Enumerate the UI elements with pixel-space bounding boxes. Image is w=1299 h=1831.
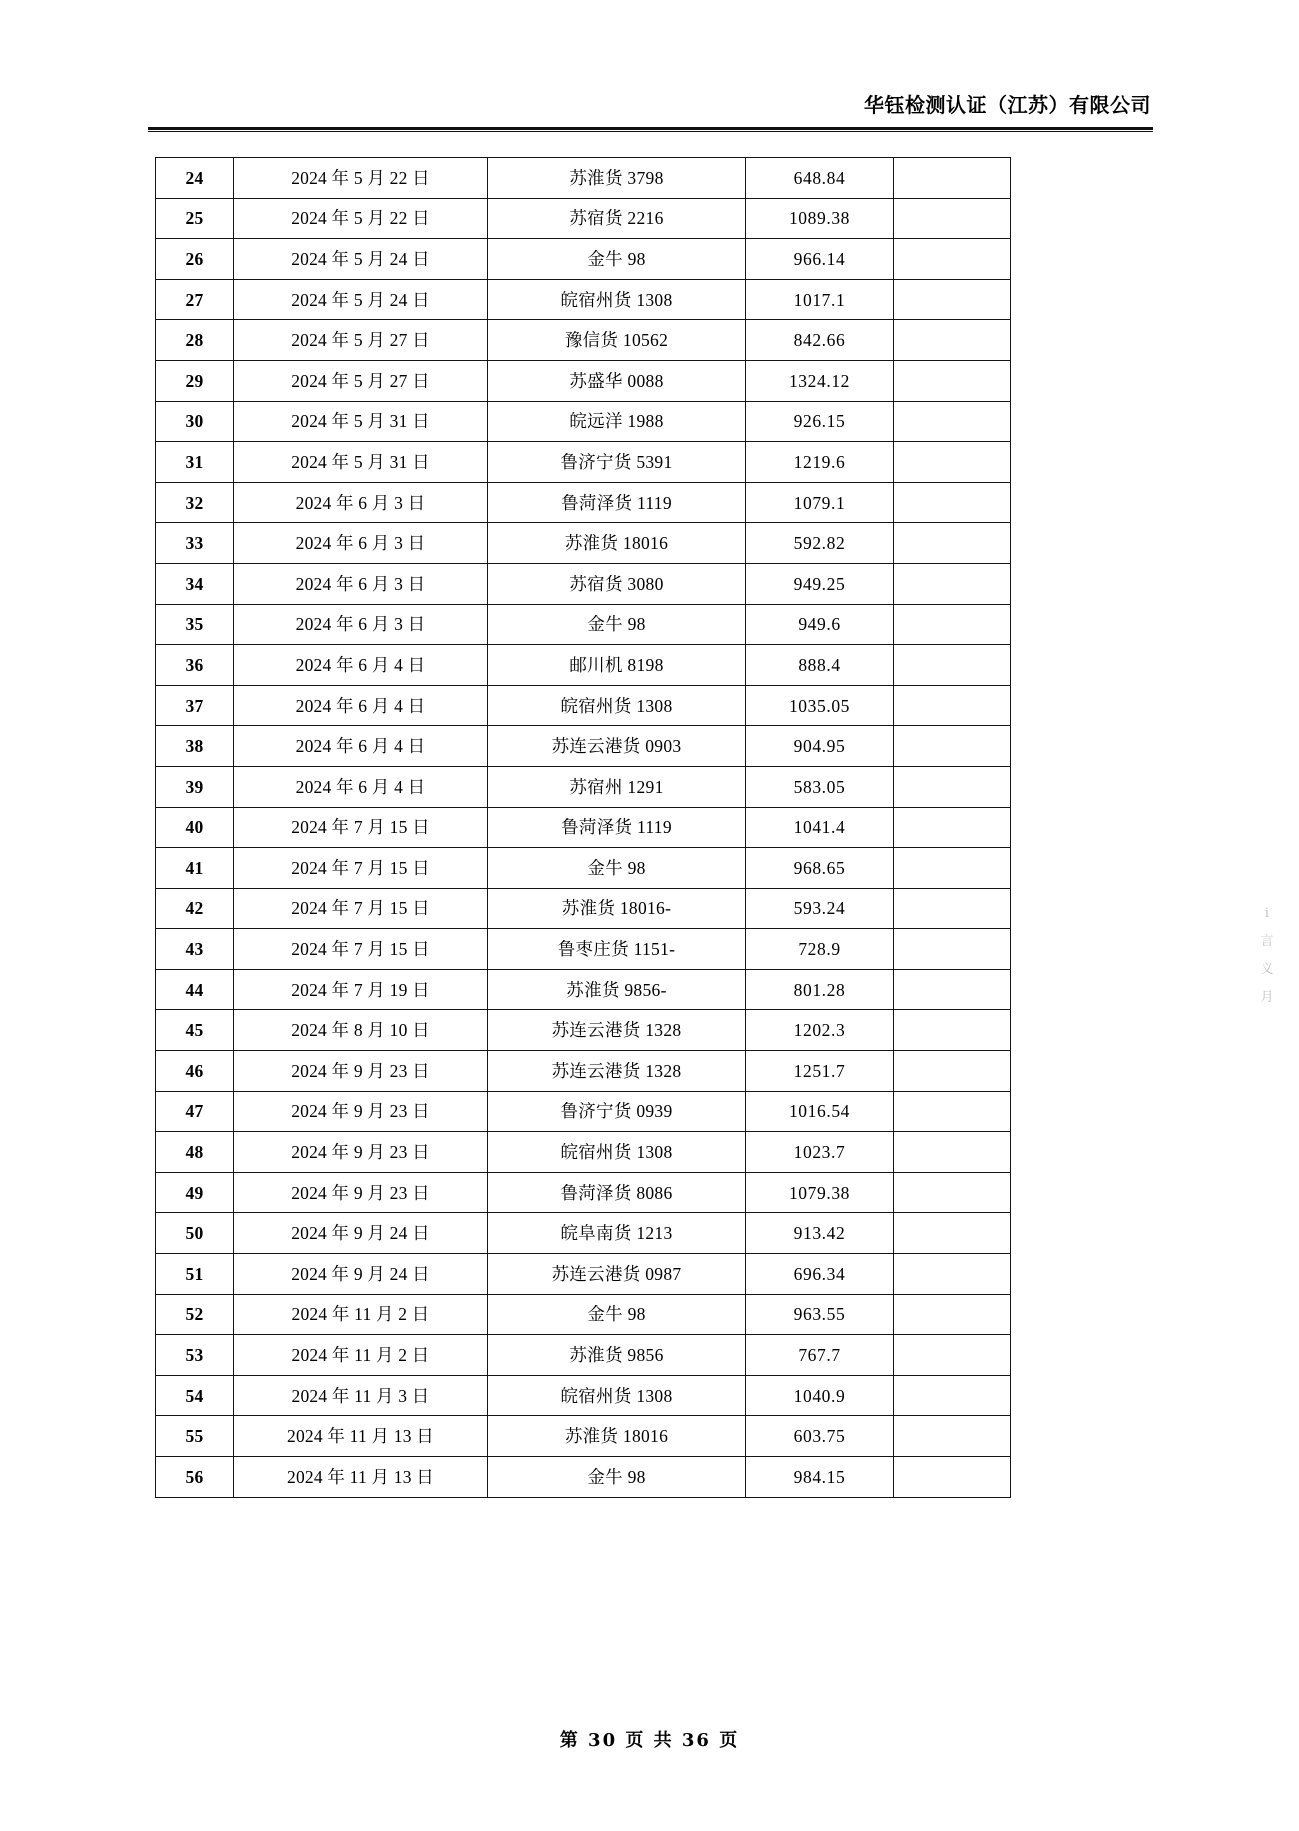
row-vessel-cell: 苏淮货 18016-: [488, 888, 746, 929]
table-row: [156, 1213, 1011, 1254]
row-date-cell: 2024 年 11 月 3 日: [234, 1375, 488, 1416]
row-vessel-cell: 苏淮货 18016: [488, 1416, 746, 1457]
row-note-cell: [894, 1375, 1011, 1416]
row-note-cell: [894, 766, 1011, 807]
table-row: [156, 1051, 1011, 1092]
row-index-cell: 45: [156, 1010, 234, 1051]
row-date-cell: 2024 年 9 月 23 日: [234, 1132, 488, 1173]
row-index-cell: 29: [156, 360, 234, 401]
row-index-cell: 26: [156, 239, 234, 280]
row-date-cell: 2024 年 7 月 15 日: [234, 848, 488, 889]
table-row: [156, 320, 1011, 361]
row-date-cell: 2024 年 6 月 4 日: [234, 685, 488, 726]
row-value-cell: 728.9: [746, 929, 894, 970]
row-vessel-cell: 苏淮货 18016: [488, 523, 746, 564]
row-value-cell: 583.05: [746, 766, 894, 807]
row-note-cell: [894, 239, 1011, 280]
row-index-cell: 30: [156, 401, 234, 442]
row-value-cell: 949.6: [746, 604, 894, 645]
row-value-cell: 1079.38: [746, 1172, 894, 1213]
row-date-cell: 2024 年 6 月 4 日: [234, 766, 488, 807]
table-row: [156, 604, 1011, 645]
table-row: [156, 1375, 1011, 1416]
row-vessel-cell: 皖宿州货 1308: [488, 1375, 746, 1416]
row-value-cell: 984.15: [746, 1457, 894, 1498]
row-value-cell: 1017.1: [746, 279, 894, 320]
row-vessel-cell: 金牛 98: [488, 239, 746, 280]
row-note-cell: [894, 198, 1011, 239]
row-note-cell: [894, 685, 1011, 726]
table-row: [156, 1294, 1011, 1335]
row-date-cell: 2024 年 5 月 24 日: [234, 239, 488, 280]
row-note-cell: [894, 320, 1011, 361]
row-note-cell: [894, 360, 1011, 401]
row-note-cell: [894, 726, 1011, 767]
row-value-cell: 968.65: [746, 848, 894, 889]
table-row: [156, 807, 1011, 848]
table-row: [156, 685, 1011, 726]
row-note-cell: [894, 1335, 1011, 1376]
row-vessel-cell: 苏淮货 9856: [488, 1335, 746, 1376]
row-vessel-cell: 苏连云港货 0903: [488, 726, 746, 767]
row-value-cell: 842.66: [746, 320, 894, 361]
row-index-cell: 31: [156, 442, 234, 483]
row-note-cell: [894, 1294, 1011, 1335]
records-table-container: [155, 157, 1010, 1498]
row-index-cell: 56: [156, 1457, 234, 1498]
row-date-cell: 2024 年 6 月 3 日: [234, 563, 488, 604]
row-index-cell: 41: [156, 848, 234, 889]
row-value-cell: 648.84: [746, 158, 894, 199]
row-note-cell: [894, 848, 1011, 889]
row-index-cell: 42: [156, 888, 234, 929]
row-value-cell: 904.95: [746, 726, 894, 767]
table-row: [156, 848, 1011, 889]
row-date-cell: 2024 年 9 月 23 日: [234, 1172, 488, 1213]
row-note-cell: [894, 929, 1011, 970]
row-date-cell: 2024 年 11 月 2 日: [234, 1294, 488, 1335]
row-index-cell: 48: [156, 1132, 234, 1173]
row-date-cell: 2024 年 6 月 4 日: [234, 726, 488, 767]
row-date-cell: 2024 年 6 月 3 日: [234, 604, 488, 645]
row-vessel-cell: 金牛 98: [488, 604, 746, 645]
table-row: [156, 969, 1011, 1010]
table-row: [156, 279, 1011, 320]
records-table-body: [156, 158, 1011, 1498]
row-value-cell: 1089.38: [746, 198, 894, 239]
row-vessel-cell: 苏连云港货 1328: [488, 1051, 746, 1092]
table-row: [156, 198, 1011, 239]
table-row: [156, 401, 1011, 442]
row-vessel-cell: 鲁菏泽货 1119: [488, 482, 746, 523]
row-date-cell: 2024 年 11 月 13 日: [234, 1457, 488, 1498]
row-vessel-cell: 皖远洋 1988: [488, 401, 746, 442]
row-vessel-cell: 苏淮货 9856-: [488, 969, 746, 1010]
row-value-cell: 949.25: [746, 563, 894, 604]
row-date-cell: 2024 年 6 月 3 日: [234, 482, 488, 523]
row-index-cell: 43: [156, 929, 234, 970]
table-row: [156, 1172, 1011, 1213]
row-note-cell: [894, 563, 1011, 604]
row-value-cell: 1016.54: [746, 1091, 894, 1132]
row-index-cell: 36: [156, 645, 234, 686]
row-vessel-cell: 鲁菏泽货 8086: [488, 1172, 746, 1213]
row-date-cell: 2024 年 7 月 15 日: [234, 888, 488, 929]
row-date-cell: 2024 年 5 月 27 日: [234, 320, 488, 361]
row-date-cell: 2024 年 5 月 31 日: [234, 442, 488, 483]
row-index-cell: 55: [156, 1416, 234, 1457]
table-row: [156, 1091, 1011, 1132]
row-note-cell: [894, 523, 1011, 564]
row-note-cell: [894, 645, 1011, 686]
row-value-cell: 801.28: [746, 969, 894, 1010]
row-vessel-cell: 苏宿货 3080: [488, 563, 746, 604]
row-index-cell: 39: [156, 766, 234, 807]
row-index-cell: 44: [156, 969, 234, 1010]
table-row: [156, 1010, 1011, 1051]
row-date-cell: 2024 年 5 月 22 日: [234, 198, 488, 239]
row-index-cell: 51: [156, 1254, 234, 1295]
row-value-cell: 767.7: [746, 1335, 894, 1376]
row-vessel-cell: 金牛 98: [488, 848, 746, 889]
table-row: [156, 1335, 1011, 1376]
row-vessel-cell: 苏盛华 0088: [488, 360, 746, 401]
row-note-cell: [894, 1091, 1011, 1132]
row-date-cell: 2024 年 5 月 27 日: [234, 360, 488, 401]
row-date-cell: 2024 年 11 月 13 日: [234, 1416, 488, 1457]
page-header: [148, 92, 1151, 140]
row-value-cell: 1035.05: [746, 685, 894, 726]
row-vessel-cell: 金牛 98: [488, 1294, 746, 1335]
row-index-cell: 53: [156, 1335, 234, 1376]
row-date-cell: 2024 年 9 月 24 日: [234, 1254, 488, 1295]
row-note-cell: [894, 1010, 1011, 1051]
row-vessel-cell: 皖宿州货 1308: [488, 279, 746, 320]
row-date-cell: 2024 年 8 月 10 日: [234, 1010, 488, 1051]
row-index-cell: 25: [156, 198, 234, 239]
table-row: [156, 1254, 1011, 1295]
row-index-cell: 47: [156, 1091, 234, 1132]
row-note-cell: [894, 482, 1011, 523]
row-note-cell: [894, 1416, 1011, 1457]
row-vessel-cell: 鲁菏泽货 1119: [488, 807, 746, 848]
table-row: [156, 645, 1011, 686]
margin-mark: 月: [1260, 990, 1274, 1005]
table-row: [156, 1416, 1011, 1457]
table-row: [156, 726, 1011, 767]
row-index-cell: 50: [156, 1213, 234, 1254]
row-vessel-cell: 苏连云港货 0987: [488, 1254, 746, 1295]
row-note-cell: [894, 1132, 1011, 1173]
row-date-cell: 2024 年 5 月 22 日: [234, 158, 488, 199]
row-date-cell: 2024 年 5 月 31 日: [234, 401, 488, 442]
table-row: [156, 239, 1011, 280]
row-vessel-cell: 鲁济宁货 0939: [488, 1091, 746, 1132]
records-table: [155, 157, 1011, 1498]
table-row: [156, 1132, 1011, 1173]
row-value-cell: 603.75: [746, 1416, 894, 1457]
row-note-cell: [894, 279, 1011, 320]
header-divider-rule: [148, 127, 1153, 132]
row-note-cell: [894, 1051, 1011, 1092]
row-value-cell: 1324.12: [746, 360, 894, 401]
row-date-cell: 2024 年 7 月 19 日: [234, 969, 488, 1010]
row-vessel-cell: 豫信货 10562: [488, 320, 746, 361]
row-date-cell: 2024 年 6 月 4 日: [234, 645, 488, 686]
margin-mark: i: [1264, 906, 1270, 921]
table-row: [156, 929, 1011, 970]
row-value-cell: 1023.7: [746, 1132, 894, 1173]
row-note-cell: [894, 807, 1011, 848]
row-note-cell: [894, 158, 1011, 199]
row-vessel-cell: 苏淮货 3798: [488, 158, 746, 199]
row-index-cell: 52: [156, 1294, 234, 1335]
row-index-cell: 34: [156, 563, 234, 604]
row-value-cell: 926.15: [746, 401, 894, 442]
row-value-cell: 593.24: [746, 888, 894, 929]
row-index-cell: 40: [156, 807, 234, 848]
row-vessel-cell: 金牛 98: [488, 1457, 746, 1498]
row-vessel-cell: 邮川机 8198: [488, 645, 746, 686]
row-index-cell: 33: [156, 523, 234, 564]
row-date-cell: 2024 年 11 月 2 日: [234, 1335, 488, 1376]
row-note-cell: [894, 888, 1011, 929]
table-row: [156, 766, 1011, 807]
table-row: [156, 158, 1011, 199]
row-vessel-cell: 鲁济宁货 5391: [488, 442, 746, 483]
company-name: 华钰检测认证（江苏）有限公司: [864, 93, 1151, 117]
margin-annotation-marks: [1247, 900, 1287, 1030]
table-row: [156, 442, 1011, 483]
row-date-cell: 2024 年 9 月 24 日: [234, 1213, 488, 1254]
row-date-cell: 2024 年 5 月 24 日: [234, 279, 488, 320]
row-index-cell: 49: [156, 1172, 234, 1213]
row-value-cell: 888.4: [746, 645, 894, 686]
row-note-cell: [894, 1213, 1011, 1254]
row-note-cell: [894, 604, 1011, 645]
row-index-cell: 46: [156, 1051, 234, 1092]
row-index-cell: 28: [156, 320, 234, 361]
row-value-cell: 966.14: [746, 239, 894, 280]
row-note-cell: [894, 401, 1011, 442]
row-value-cell: 913.42: [746, 1213, 894, 1254]
row-index-cell: 37: [156, 685, 234, 726]
row-index-cell: 32: [156, 482, 234, 523]
row-vessel-cell: 苏宿货 2216: [488, 198, 746, 239]
row-date-cell: 2024 年 7 月 15 日: [234, 807, 488, 848]
row-value-cell: 963.55: [746, 1294, 894, 1335]
table-row: [156, 360, 1011, 401]
row-vessel-cell: 皖宿州货 1308: [488, 1132, 746, 1173]
row-note-cell: [894, 1254, 1011, 1295]
margin-mark: 言: [1260, 934, 1274, 949]
table-row: [156, 563, 1011, 604]
table-row: [156, 482, 1011, 523]
row-index-cell: 54: [156, 1375, 234, 1416]
row-value-cell: 1251.7: [746, 1051, 894, 1092]
row-value-cell: 1219.6: [746, 442, 894, 483]
table-row: [156, 888, 1011, 929]
row-value-cell: 1079.1: [746, 482, 894, 523]
margin-mark: 义: [1260, 962, 1274, 977]
row-vessel-cell: 鲁枣庄货 1151-: [488, 929, 746, 970]
row-value-cell: 1041.4: [746, 807, 894, 848]
row-index-cell: 35: [156, 604, 234, 645]
row-note-cell: [894, 442, 1011, 483]
table-row: [156, 1457, 1011, 1498]
row-date-cell: 2024 年 9 月 23 日: [234, 1091, 488, 1132]
row-value-cell: 1202.3: [746, 1010, 894, 1051]
row-date-cell: 2024 年 9 月 23 日: [234, 1051, 488, 1092]
row-index-cell: 38: [156, 726, 234, 767]
row-value-cell: 1040.9: [746, 1375, 894, 1416]
row-value-cell: 592.82: [746, 523, 894, 564]
row-vessel-cell: 苏宿州 1291: [488, 766, 746, 807]
page-number-footer: 第 30 页 共 36 页: [559, 1730, 740, 1751]
row-vessel-cell: 皖宿州货 1308: [488, 685, 746, 726]
row-value-cell: 696.34: [746, 1254, 894, 1295]
row-date-cell: 2024 年 7 月 15 日: [234, 929, 488, 970]
row-index-cell: 27: [156, 279, 234, 320]
row-note-cell: [894, 1457, 1011, 1498]
row-index-cell: 24: [156, 158, 234, 199]
row-note-cell: [894, 1172, 1011, 1213]
row-note-cell: [894, 969, 1011, 1010]
row-date-cell: 2024 年 6 月 3 日: [234, 523, 488, 564]
row-vessel-cell: 皖阜南货 1213: [488, 1213, 746, 1254]
row-vessel-cell: 苏连云港货 1328: [488, 1010, 746, 1051]
table-row: [156, 523, 1011, 564]
